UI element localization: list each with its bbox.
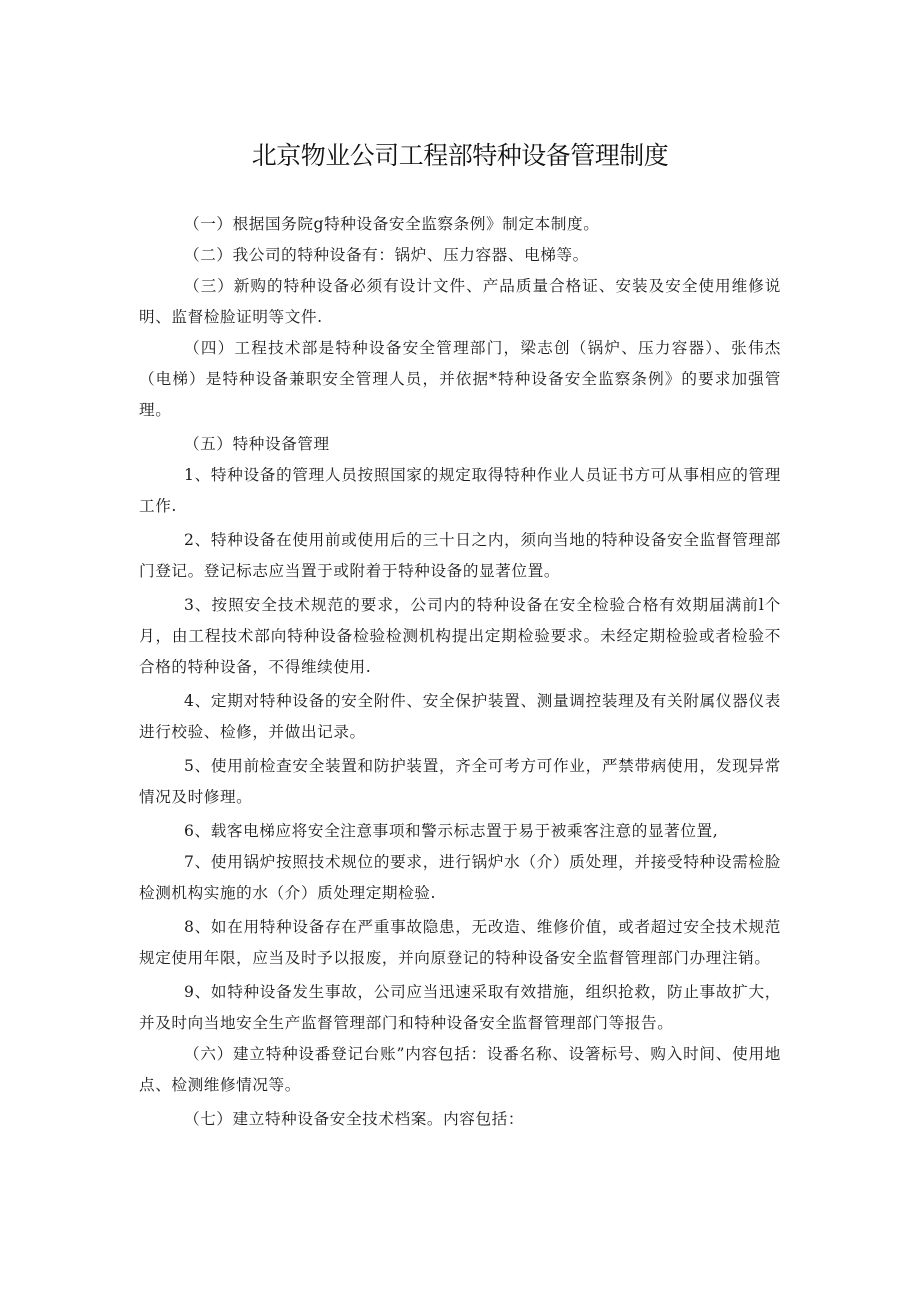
list-item-9: 9、如特种设备发生事故，公司应当迅速采取有效措施，组织抢救，防止事故扩大，并及时向当地安全生产监督管理部门和特种设备安全监督管理部门等报告。 [139,983,781,1032]
paragraph-2: （二）我公司的特种设备有：锅炉、压力容器、电梯等。 [184,246,589,264]
list-item-4: 4、定期对特种设备的安全附件、安全保护装置、测量调控装理及有关附属仪器仪表进行校验、检修，并做出记录。 [139,692,781,741]
paragraph-7: （七）建立特种设备安全技术档案。内容包括： [184,1110,525,1128]
paragraph-1: （一）根据国务院g特种设备安全监察条例》制定本制度。 [184,215,600,233]
document-body [139,209,781,1135]
list-item-7: 7、使用锅炉按照技术规位的要求，进行锅炉水（介）质处理，并接受特种设需检脸检测机构实施的水（介）质处理定期检验. [139,853,781,902]
paragraph-5-heading: （五）特种设备管理 [184,435,330,453]
document-title: 北京物业公司工程部特种设备管理制度 [251,141,669,170]
paragraph-4: （四）工程技术部是特种设备安全管理部门，梁志创（锅炉、压力容器）、张伟杰（电梯）是特种设备兼职安全管理人员，并依据*特种设备安全监察条例》的要求加强管理。 [139,339,781,419]
list-item-6: 6、载客电梯应将安全注意事项和警示标志置于易于被乘客注意的显著位置, [184,822,719,840]
list-item-3: 3、按照安全技术规范的要求，公司内的特种设备在安全检验合格有效期届满前l个月，由工程技术部向特种设备检验检测机构提出定期检验要求。未经定期检验或者检验不合格的特种设备，不得维续使用. [139,596,781,676]
list-item-1: 1、特种设备的管理人员按照国家的规定取得特种作业人员证书方可从事相应的管理工作. [139,466,781,515]
paragraph-6: （六）建立特种设番登记台账”内容包括：设番名称、设箸标号、购入时间、使用地点、检测维修情况等。 [139,1045,781,1094]
list-item-5: 5、使用前检查安全装置和防护装置，齐全可考方可作业，严禁带病使用，发现异常情况及时修理。 [139,757,781,806]
list-item-8: 8、如在用特种设备存在严重事故隐患，无改造、维修价值，或者超过安全技术规范规定使用年限，应当及时予以报废，并向原登记的特种设备安全监督管理部门办理注销。 [139,918,781,967]
paragraph-3: （三）新购的特种设备必须有设计文件、产品质量合格证、安装及安全使用维修说明、监督检脸证明等文件. [139,277,781,326]
list-item-2: 2、特种设备在使用前或使用后的三十日之内，须向当地的特种设备安全监督管理部门登记。登记标志应当置于或附着于特种设备的显著位置。 [139,531,781,580]
